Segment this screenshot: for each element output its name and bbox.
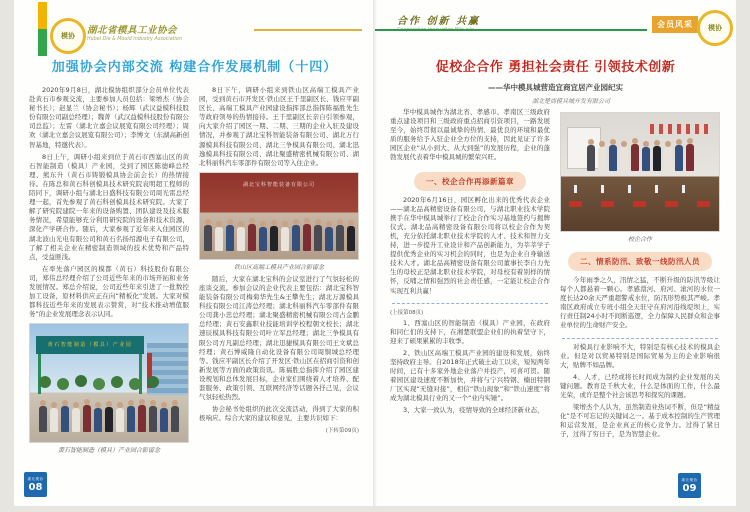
section-heading-wrap bbox=[390, 169, 550, 191]
continued-from-note: (上接第08页) bbox=[390, 309, 424, 316]
page-badge-label: 湖北模协 bbox=[681, 477, 698, 482]
header-green-rule bbox=[375, 29, 647, 31]
group-of-people bbox=[200, 224, 358, 251]
paragraph: 对模具行业影响不大，特别是有核心技术的模具企业。但是对以贸易特别是国际贸易为主的企业影响很大，贴牌不如品牌。 bbox=[560, 342, 720, 369]
trees-shape bbox=[39, 376, 51, 388]
paragraph: 随后，大家在湖北宝科的会议室进行了气氛轻松的座谈交流。参加会议的企业代表主要包括：湖北宝科智能装备有限公司梅菊华先生&王攀先生；湖北万源模具科技有限公司江涛总经理；湖北科丽科汽车零部件有限公司龚小忠总经理；湖北聚盛精密机械有限公司占金鹏总经理；黄石安鑫职业技能培训学校程朝文校长；湖北速辰模具科技有限公司叶立军总经理；湖北三争模具有限公司方凡副总经理；湖北迅捷模具有限公司王文斌总经理；黄石博威隆自动化设备有限公司周铜城总经理等。钱应平副区长介绍了开发区·铁山区在招商引资和创新发展等方面的政策资讯。陈福胜总指挥介绍了园区建设规划和总体发展目标，企业家们围绕着人才培养、配套服务、政策引领、互联网经济等话题各抒己见，会议气氛轻松热烈。 bbox=[199, 274, 359, 402]
dashed-separator bbox=[392, 303, 548, 304]
continues-on-note: (下转第09页) bbox=[325, 428, 359, 435]
page-gutter-shadow bbox=[373, 0, 378, 506]
section-corner-badge: 会员风采 bbox=[652, 16, 698, 33]
photo-caption: 校企合作 bbox=[627, 236, 652, 243]
paragraph: 2020年9月8日，湖北模协组织部分会员单位代表赴黄石市参观交流，主要参加人员包括：梁增杰（协会秘书长）；赵显兰（协会秘书）；杨辉（武汉益模科技股份有限公司副总经理）；魏菁（武汉益模科技股份有限公司总监）；左雷（湖北立嘉会议展览有限公司经理）；周欢（湖北立嘉会议展览有限公司）；李博文（东湖高新创智基地，特邀代表）。 bbox=[29, 86, 189, 149]
group-of-people bbox=[30, 405, 188, 432]
page-number: 09 bbox=[682, 482, 697, 494]
wall-red-slogan-shape bbox=[650, 124, 710, 135]
right-page-columns bbox=[390, 108, 720, 502]
building-shape bbox=[147, 343, 188, 395]
accent-bar-yellow bbox=[38, 2, 47, 29]
left-page-column-2 bbox=[199, 86, 359, 502]
paragraph: 8日下午，调研小组来到铁山区高端工模具产业园，受到黄石市开发区·铁山区王千里副区长、钱应平副区长、高端工模具产业园建设指挥部总指挥陈福胜先生等政府领导的热情接待。王千里副区长亲自引领参观，向大家介绍了园区一期、二期、三期的企业入驻及建设情况，并参观了湖北宝科智能装备有限公司、湖北万行源模具科技有限公司、湖北三争模具有限公司、湖北迅逸模具科技有限公司、湖北聚盛精密机械有限公司、湖北科丽科汽车零部件有限公司等入住企业。 bbox=[199, 86, 359, 167]
header-gold-rule bbox=[254, 29, 362, 31]
page-number-badge bbox=[24, 472, 47, 497]
paragraph: 2020年6月16日，园区孵化出来的优秀代表企业——湖北品高精密设备有限公司，与湖北职业技术学院携手在华中模具城举行了校企合作实习基地签约与揭牌仪式。湖北品高精密设备有限公司将以校企合作为契机，充分依托湖北职业技术学院的人才、技术和智力支持，进一步提升工业设计和产品创新能力，为莘莘学子提供优秀企业的实习机会的同时，也是为企业自身输送技术人才。湖北品高精密设备有限公司董事长李自力先生的母校正是湖北职业技术学院，对母校有着别样的情怀，反哺之情和强烈的社会责任感，一定能让校企合作实现互利共赢！ bbox=[390, 195, 550, 295]
association-name bbox=[87, 22, 182, 42]
association-logo-icon bbox=[50, 18, 86, 54]
page-number: 08 bbox=[28, 481, 43, 493]
page-number-badge bbox=[678, 473, 701, 498]
logo-text: 模协 bbox=[708, 24, 722, 32]
page-badge-label: 湖北模协 bbox=[27, 476, 44, 481]
red-folders-shape bbox=[569, 201, 711, 207]
article-title-left: 加强协会内部交流 构建合作发展机制（十四） bbox=[51, 60, 338, 75]
paragraph: 1、西塞山区的智能制造（模具）产业园，在政府和同仁们的支持下，在湘楚联盟企业们的执着坚守下，迎来了硕果累累的丰收季。 bbox=[390, 318, 550, 345]
dashed-separator bbox=[562, 338, 718, 339]
paragraph: 今年雨季之久，汛情之猛，不断升级的防汛等级让每个人都悬着一颗心。孝感澴河、府河、滚河的水位一度长达20余天严重超警戒水位，防汛形势极其严峻。孝南区政府成立专班小组全天驻守在府河沿线堤坝上，实行责任制24小时不间断巡逻，全力保障人民群众和企事业单位的生命财产安全。 bbox=[560, 276, 720, 330]
logo-text: 模协 bbox=[61, 32, 75, 40]
magazine-page-left bbox=[14, 0, 375, 506]
article-title-right: 促校企合作 勇担社会责任 引领技术创新 bbox=[435, 60, 676, 75]
magazine-page-right bbox=[375, 0, 736, 506]
photo-company-meeting-group bbox=[199, 172, 359, 260]
gate-leg bbox=[38, 354, 41, 394]
right-page-column-2 bbox=[560, 108, 720, 502]
left-page-columns bbox=[29, 86, 359, 502]
photo-signing-ceremony bbox=[560, 112, 720, 232]
section-2-heading: 二、情系防汛、致敬一线防汛人员 bbox=[568, 252, 712, 271]
group-of-people bbox=[561, 144, 719, 171]
gate-leg bbox=[139, 354, 142, 394]
water-bottles-shape bbox=[574, 185, 707, 193]
section-1-heading: 一、校企合作再添新篇章 bbox=[414, 172, 526, 191]
paragraph: 华中模具城作为湖北省、孝感市、孝南区三级政府重点建设项目和三级政府重点招商引资项目，一路发展至今，始终贯彻以最诚挚的热情、最优良的环境和最优质的服务给予入驻企业全方位的支持，因此见证了许多园区企业“从小到大、从大到强”的发展历程，企业的蓬勃发展代表着华中模具城的繁荣兴旺。 bbox=[390, 108, 550, 162]
article-byline: 湖北楚商模具城开发有限公司 bbox=[531, 98, 610, 105]
section-heading-wrap bbox=[560, 249, 720, 271]
association-name-en: Hubei Die & Mould Industry Association bbox=[87, 37, 182, 42]
photo-industrial-park-group bbox=[29, 323, 189, 443]
photo-caption: 黄石智能制造（模具）产业园合影留念 bbox=[57, 447, 160, 455]
header-accent-bar bbox=[38, 2, 47, 56]
park-gate-banner: 黄石智能制造（模具）产业园 bbox=[36, 336, 143, 354]
accent-bar-green bbox=[38, 29, 47, 56]
company-wall-sign: 湖北宝科智能装备有限公司 bbox=[242, 182, 315, 189]
association-logo-icon bbox=[697, 10, 733, 46]
paragraph: 梁增杰个人认为，虽然制造业热词不断，但是“精益化”是不可忘记的关键词之一。基于成本控制的生产管理和运营发展，是企业真正的核心竞争力。过得了紧日子，过得了穷日子，是为智慧企业。 bbox=[560, 403, 720, 439]
paragraph: 4、人才，已经或将长时间成为制约企业发展的关键问题。教育是千秋大业，什么是体面的工作，什么最光荣，或许是整个社会该思考和探究的课题。 bbox=[560, 372, 720, 400]
article-subtitle: ——华中模具城营造宜商宜居产业园纪实 bbox=[488, 83, 623, 92]
right-page-column-1 bbox=[390, 108, 550, 502]
association-name-cn: 湖北省模具工业协会 bbox=[87, 25, 178, 36]
paragraph: 协会秘书处组织的此次交流活动，得到了大家的积极响应。综合大家的建议和意见，主要共识如下： bbox=[199, 405, 359, 423]
photo-caption: 铁山区高端工模具产业园合影留念 bbox=[233, 263, 324, 271]
paragraph: 3、大家一致认为，疫情导致的全球经济新业态， bbox=[403, 406, 544, 415]
left-page-column-1 bbox=[29, 86, 189, 502]
paragraph: 2、铁山区高端工模具产业园的建设和发展，始终坚持政府主导。自2018年正式破土动工以来，短短两年时间，已有十多家外地企业落户并投产，可喜可贺。随着园区建设速度不断加快，并将与宁兴特钢、楠田特钢厂区实现“无缝对接”，相信“铁山现象”和“铁山速度”将成为湖北模具行业的又一个“业内实锤”。 bbox=[390, 348, 550, 403]
paragraph: 8日上午，调研小组来到位于黄石市西塞山区的黄石智能制造（模具）产业园，受到了园区陈德峰总经理、熊东升（黄石市铸锻模具协会前会长）的热情接待。在陈总和黄石科创模具技术研究院袁明超工程师的陪同下，调研小组与湖北日盛科技有限公司周光雷总经理一起，首先参观了黄石科创模具技术研究院。大家了解了研究院建院一年来的设备购置、团队建设及技术服务情况，希望能够充分利用研究院的设备和技术资源，深化产学研合作。随后，大家参观了近年来入住园区的湖北波山光电有限公司和黄石名扬绍源电子有限公司，了解了相关企业在精密制造领域的技术优势和产品特点，受益匪浅。 bbox=[29, 152, 189, 261]
slogan-cn: 合作 创新 共赢 bbox=[397, 16, 480, 27]
paragraph: 在率先落户园区的模都（黄石）科技股份有限公司，郑伟总经理介绍了公司近些年来的市场开拓和业务发展情况。郑总介绍说，公司近些年来引进了一批数控加工设备，原材料供应正在向“精板化”发展。大家对模都科技近些年来的发展表示赞赏，对“技术推动增值服务”的企业发展理念表示认同。 bbox=[29, 264, 189, 319]
red-banner-shape bbox=[147, 353, 152, 388]
